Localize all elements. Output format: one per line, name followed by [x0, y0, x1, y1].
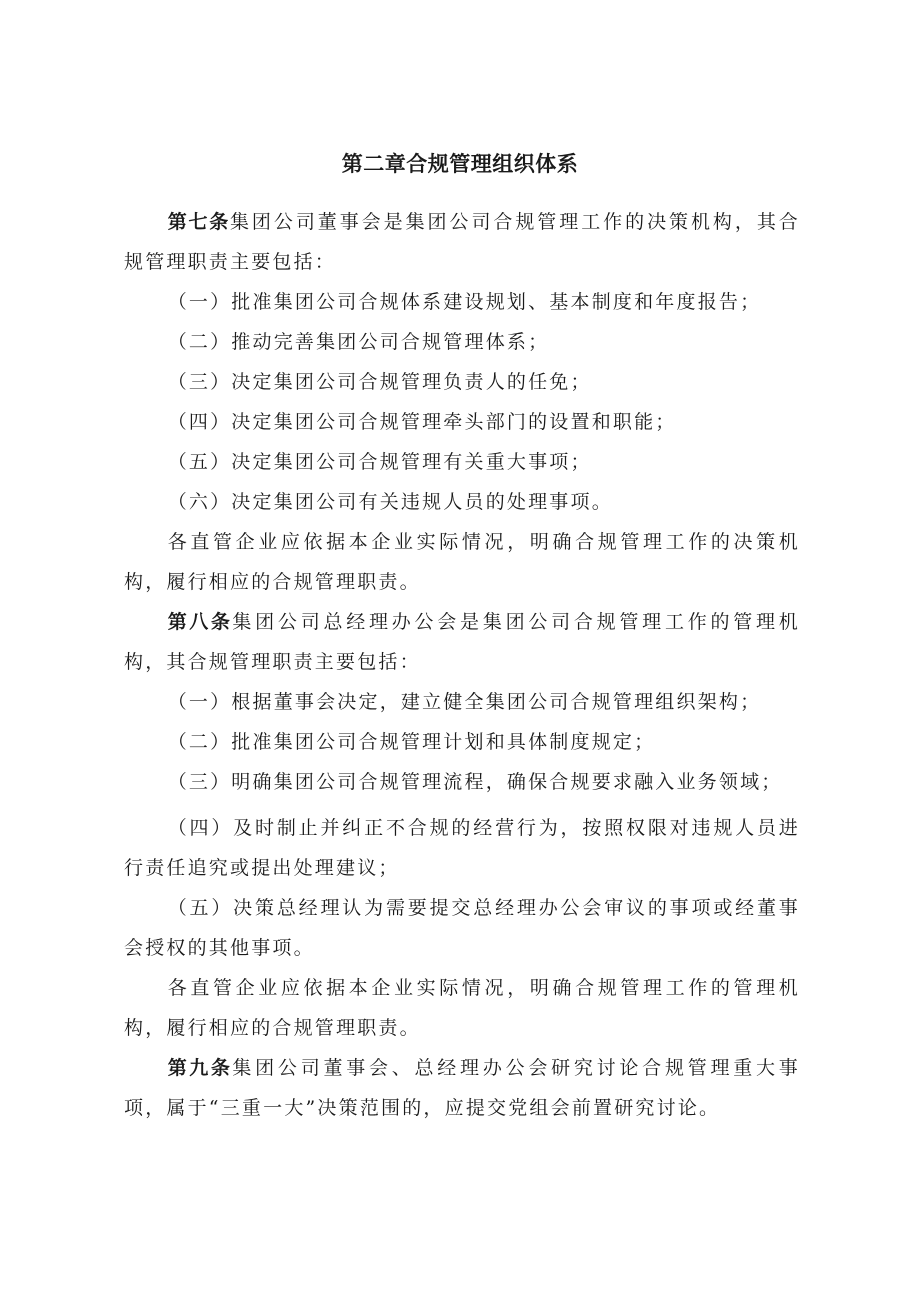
- list-item: （一）根据董事会决定，建立健全集团公司合规管理组织架构；: [167, 691, 762, 713]
- article-8-number: 第八条: [167, 611, 233, 633]
- article-7-text: 集团公司董事会是集团公司合规管理工作的决策机构，其合规管理职责主要包括：: [124, 211, 800, 273]
- article-9-number: 第九条: [167, 1057, 233, 1079]
- article-7-closing: 各直管企业应依据本企业实际情况，明确合规管理工作的决策机构，履行相应的合规管理职责。: [124, 531, 800, 593]
- list-item: （二）批准集团公司合规管理计划和具体制度规定；: [167, 731, 656, 753]
- article-9-paragraph: [124, 1048, 800, 1128]
- list-item: （四）及时制止并纠正不合规的经营行为，按照权限对违规人员进行责任追究或提出处理建议；: [124, 817, 800, 879]
- article-8-closing: 各直管企业应依据本企业实际情况，明确合规管理工作的管理机构，履行相应的合规管理职责。: [124, 977, 800, 1039]
- list-item: （四）决定集团公司合规管理牵头部门的设置和职能；: [167, 411, 677, 433]
- list-item: （五）决策总经理认为需要提交总经理办公会审议的事项或经董事会授权的其他事项。: [124, 897, 800, 959]
- article-8-text: 集团公司总经理办公会是集团公司合规管理工作的管理机构，其合规管理职责主要包括：: [124, 611, 800, 673]
- document-body: [124, 202, 800, 1128]
- article-7-paragraph: [124, 202, 800, 282]
- list-item: （五）决定集团公司合规管理有关重大事项；: [167, 451, 592, 473]
- list-item: （六）决定集团公司有关违规人员的处理事项。: [167, 491, 613, 513]
- list-item: （三）决定集团公司合规管理负责人的任免；: [167, 371, 592, 393]
- article-9-text: 集团公司董事会、总经理办公会研究讨论合规管理重大事项，属于“三重一大”决策范围的，应提交党组会前置研究讨论。: [124, 1057, 800, 1119]
- list-item: （一）批准集团公司合规体系建设规划、基本制度和年度报告；: [167, 291, 762, 313]
- list-item: （三）明确集团公司合规管理流程，确保合规要求融入业务领域；: [167, 771, 783, 793]
- chapter-title: 第二章合规管理组织体系: [341, 152, 579, 176]
- article-8-paragraph: [124, 602, 800, 682]
- article-7-number: 第七条: [167, 211, 230, 233]
- list-item: （二）推动完善集团公司合规管理体系；: [167, 331, 550, 353]
